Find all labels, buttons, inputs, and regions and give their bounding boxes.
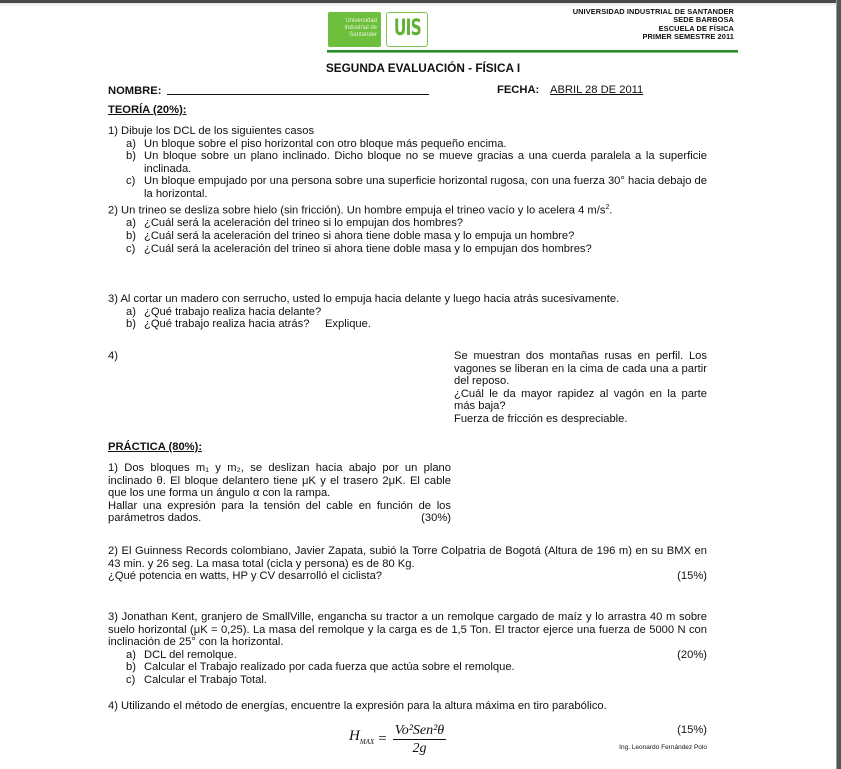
p3-statement: 3) Jonathan Kent, granjero de SmallVille, engancha su tractor a un remolque cargado de maíz y lo arrastra 40 m sobre suelo horizontal (μK = 0,25). La masa del remolque y la carga es de 1,5 Ton. El tractor ejerce una fuerza de 5000 N con inclinación de 25° con la horizontal.: [108, 611, 707, 649]
practica-question-4: [108, 700, 707, 713]
q4-line-2: ¿Cuál le da mayor rapidez al vagón en la parte más baja?: [454, 387, 707, 413]
viewer-scrollbar-edge[interactable]: [836, 0, 841, 769]
practica-question-3: [108, 611, 707, 687]
formula-equals: =: [378, 731, 387, 748]
uis-logo-mark: UIS: [393, 16, 421, 42]
weight-badge: (15%): [677, 570, 707, 583]
teoria-heading: TEORÍA (20%):: [108, 104, 187, 116]
exam-title: SEGUNDA EVALUACIÓN - FÍSICA I: [325, 61, 521, 75]
fecha-value: ABRIL 28 DE 2011: [550, 84, 644, 96]
sub-item-b: b) ¿Cuál será la aceleración del trineo si ahora tiene doble masa y lo empuja un hombre?: [126, 229, 575, 242]
teoria-question-2: [108, 202, 707, 255]
roller-coaster-figure: [128, 366, 438, 436]
practica-question-2: [108, 545, 707, 583]
student-info-row: [108, 84, 738, 98]
teoria-question-4-number: 4): [108, 350, 118, 362]
sub-item-c: c) Un bloque empujado por una persona sobre una superficie horizontal rugosa, con una fuerza 30° hacia debajo de la horizontal.: [126, 175, 707, 200]
weight-badge: (20%): [677, 648, 707, 661]
logo-text: Universidad Industrial de Santander: [344, 18, 377, 38]
p2-question: ¿Qué potencia en watts, HP y CV desarrolló el ciclista? (15%): [108, 570, 707, 583]
teoria-question-4-text: [454, 350, 707, 426]
author-signature: Ing. Leonardo Fernández Polo: [619, 744, 707, 751]
p2-statement: 2) El Guinness Records colombiano, Javier Zapata, subió la Torre Colpatria de Bogotá (Altura de 196 m) en su BMX en 43 min. y 26 seg. La masa total (cicla y persona) es de 80 Kg.: [108, 545, 707, 570]
nombre-label: NOMBRE:: [108, 85, 162, 97]
sub-item-b: b) Un bloque sobre un plano inclinado. Dicho bloque no se mueve gracias a una cuerda paralela a la superficie inclinada.: [126, 150, 707, 175]
university-logo-text: [328, 12, 381, 47]
teoria-question-1: [108, 125, 707, 201]
practica-question-1: [108, 462, 451, 525]
formula-denominator: 2g: [412, 741, 427, 756]
institution-name: UNIVERSIDAD INDUSTRIAL DE SANTANDER: [572, 7, 734, 16]
nombre-field[interactable]: [167, 84, 429, 95]
sub-item-b: b) ¿Qué trabajo realiza hacia atrás? Explique.: [126, 318, 371, 331]
question-text: 3) Al cortar un madero con serrucho, usted lo empuja hacia delante y luego hacia atrás sucesivamente.: [108, 293, 620, 305]
sub-item-c: c) ¿Cuál será la aceleración del trineo si ahora tiene doble masa y lo empujan dos hombres?: [126, 242, 592, 255]
p4-statement: 4) Utilizando el método de energías, encuentre la expresión para la altura máxima en tiro parabólico.: [108, 700, 607, 712]
sub-item-c: c) Calcular el Trabajo Total.: [126, 673, 267, 686]
sub-item-b: b) Calcular el Trabajo realizado por cada fuerza que actúa sobre el remolque.: [126, 661, 515, 674]
sub-item-a: a) ¿Cuál será la aceleración del trineo si lo empujan dos hombres?: [126, 217, 464, 230]
weight-badge: (30%): [421, 512, 451, 525]
formula-numerator: Vo²Sen²θ: [394, 723, 445, 738]
question-text: 1) Dibuje los DCL de los siguientes casos: [108, 125, 315, 137]
q4-line-3: Fuerza de fricción es despreciable.: [454, 412, 628, 425]
p1-statement: 1) Dos bloques m₁ y m₂, se deslizan hacia abajo por un plano inclinado θ. El bloque delantero tiene μK y el trasero 2μK. El cable que los une forma un ángulo α con la rampa.: [108, 462, 451, 500]
formula-fraction: [393, 722, 447, 757]
teoria-question-3: [108, 293, 707, 331]
practica-heading: PRÁCTICA (80%):: [108, 441, 203, 453]
weight-badge: (15%): [677, 724, 707, 736]
sub-item-a: a) ¿Qué trabajo realiza hacia delante?: [126, 305, 322, 318]
max-height-formula: [349, 722, 446, 757]
p1-task: Hallar una expresión para la tensión del cable en función de los parámetros dados. (30%): [108, 499, 451, 525]
exam-page: [108, 0, 738, 769]
header-divider: [327, 50, 738, 53]
institution-header: [573, 8, 734, 42]
sub-item-a: a) DCL del remolque. (20%): [126, 648, 707, 661]
campus-name: SEDE BARBOSA: [673, 15, 734, 25]
question-text: 2) Un trineo se desliza sobre hielo (sin fricción). Un hombre empuja el trineo vacío y lo acelera 4 $m/s^2$.: [108, 204, 613, 217]
school-name: ESCUELA DE FÍSICA: [658, 23, 734, 33]
q4-line-1: Se muestran dos montañas rusas en perfil. Los vagones se liberan en la cima de cada una a partir del reposo.: [454, 350, 707, 388]
formula-lhs: $H_{MAX}$: [349, 728, 375, 747]
uis-logo-icon: [386, 12, 428, 47]
semester: PRIMER SEMESTRE 2011: [642, 32, 734, 42]
sub-item-a: a) Un bloque sobre el piso horizontal con otro bloque más pequeño encima.: [126, 137, 507, 150]
fecha-label: FECHA:: [497, 84, 540, 96]
